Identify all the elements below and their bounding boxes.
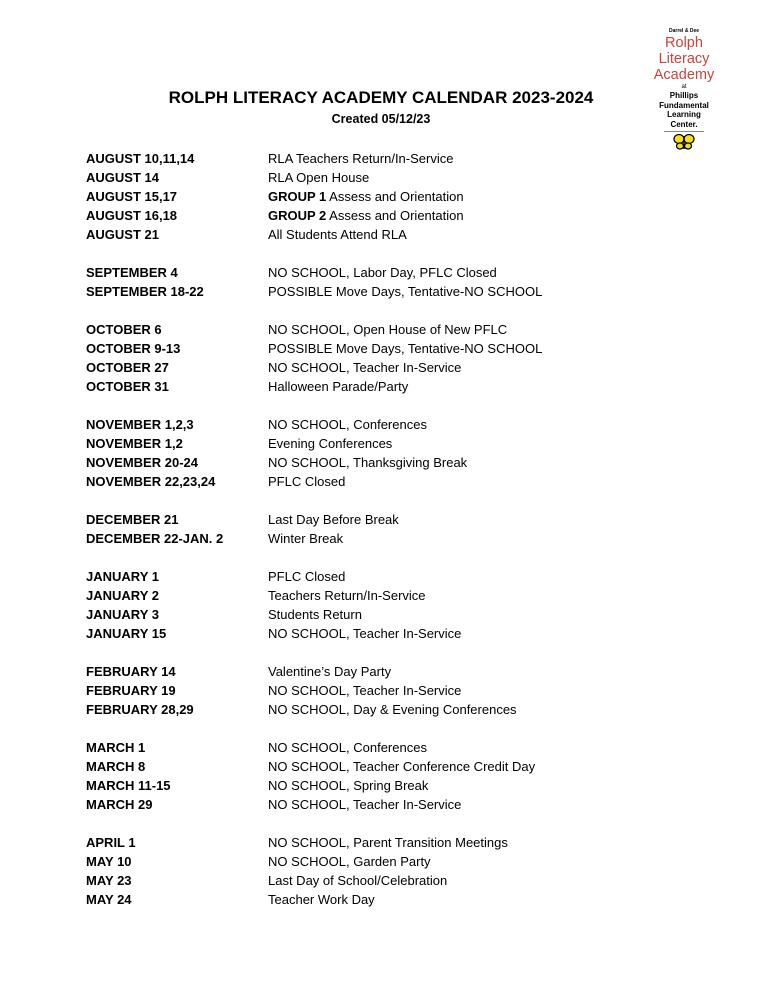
calendar-row	[86, 453, 542, 472]
event-description	[268, 149, 453, 168]
event-description	[268, 453, 467, 472]
event-group: GROUP 1	[268, 189, 327, 204]
event-date: FEBRUARY 19	[86, 683, 176, 698]
event-description	[268, 168, 369, 187]
logo-line: Literacy	[658, 51, 710, 67]
event-date: OCTOBER 31	[86, 379, 169, 394]
event-text: Halloween Parade/Party	[268, 379, 409, 394]
calendar-row	[86, 833, 542, 852]
calendar-row	[86, 567, 542, 586]
group-spacer	[86, 301, 542, 320]
calendar-row	[86, 681, 542, 700]
event-date: NOVEMBER 1,2	[86, 436, 183, 451]
logo-rule	[664, 131, 704, 132]
calendar-row	[86, 206, 542, 225]
event-description	[268, 567, 345, 586]
event-description	[268, 681, 461, 700]
logo-top: Darrel & Dee	[668, 28, 699, 34]
event-description	[268, 377, 408, 396]
event-text: Assess and Orientation	[326, 208, 464, 223]
event-date: OCTOBER 9-13	[86, 341, 181, 356]
event-description	[268, 662, 391, 681]
logo-line: Academy	[653, 67, 715, 83]
event-description	[268, 206, 464, 225]
event-text: POSSIBLE Move Days, Tentative-NO SCHOOL	[268, 284, 543, 299]
calendar-row	[86, 757, 542, 776]
event-date: DECEMBER 22-JAN. 2	[86, 531, 224, 546]
logo-line: Center.	[670, 119, 698, 129]
event-text: All Students Attend RLA	[268, 227, 407, 242]
calendar-row	[86, 795, 542, 814]
event-description	[268, 605, 362, 624]
event-text: Students Return	[268, 607, 362, 622]
event-date: MAY 24	[86, 892, 132, 907]
calendar-list	[86, 149, 542, 909]
calendar-row	[86, 168, 542, 187]
event-text: NO SCHOOL, Teacher In-Service	[268, 683, 462, 698]
event-text: PFLC Closed	[268, 569, 346, 584]
event-text: Valentine’s Day Party	[268, 664, 392, 679]
event-text: NO SCHOOL, Spring Break	[268, 778, 429, 793]
created-date: Created 05/12/23	[331, 112, 431, 126]
event-date: MARCH 11-15	[86, 778, 171, 793]
calendar-row	[86, 472, 542, 491]
event-date: APRIL 1	[86, 835, 136, 850]
event-text: NO SCHOOL, Day & Evening Conferences	[268, 702, 517, 717]
event-description	[268, 890, 375, 909]
event-description	[268, 871, 447, 890]
logo-line: Phillips	[669, 91, 699, 100]
page-title: ROLPH LITERACY ACADEMY CALENDAR 2023-2024	[168, 88, 594, 107]
group-spacer	[86, 719, 542, 738]
event-date: NOVEMBER 1,2,3	[86, 417, 194, 432]
logo-at: at	[681, 84, 687, 90]
event-description	[268, 339, 542, 358]
calendar-row	[86, 605, 542, 624]
calendar-row	[86, 871, 542, 890]
event-date: JANUARY 2	[86, 588, 159, 603]
event-text: NO SCHOOL, Teacher In-Service	[268, 360, 462, 375]
calendar-row	[86, 358, 542, 377]
calendar-row	[86, 225, 542, 244]
calendar-row	[86, 149, 542, 168]
event-text: Last Day Before Break	[268, 512, 399, 527]
logo-line: Fundamental	[659, 100, 709, 110]
event-description	[268, 415, 427, 434]
calendar-row	[86, 890, 542, 909]
event-date: JANUARY 15	[86, 626, 167, 641]
event-date: OCTOBER 6	[86, 322, 162, 337]
event-text: NO SCHOOL, Teacher In-Service	[268, 797, 462, 812]
event-text: Assess and Orientation	[326, 189, 464, 204]
event-description	[268, 320, 507, 339]
event-description	[268, 700, 517, 719]
event-date: AUGUST 10,11,14	[86, 151, 195, 166]
calendar-row	[86, 852, 542, 871]
calendar-row	[86, 415, 542, 434]
event-description	[268, 529, 343, 548]
calendar-row	[86, 700, 542, 719]
event-text: NO SCHOOL, Teacher In-Service	[268, 626, 462, 641]
event-description	[268, 795, 461, 814]
calendar-row	[86, 738, 542, 757]
calendar-row	[86, 377, 542, 396]
event-description	[268, 738, 427, 757]
calendar-row	[86, 510, 542, 529]
event-date: MARCH 1	[86, 740, 146, 755]
event-description	[268, 187, 464, 206]
event-description	[268, 225, 407, 244]
event-date: JANUARY 1	[86, 569, 159, 584]
event-text: RLA Teachers Return/In-Service	[268, 151, 454, 166]
event-date: JANUARY 3	[86, 607, 159, 622]
group-spacer	[86, 491, 542, 510]
event-date: NOVEMBER 20-24	[86, 455, 198, 470]
event-description	[268, 624, 461, 643]
event-text: Teacher Work Day	[268, 892, 375, 907]
event-date: MAY 10	[86, 854, 132, 869]
event-date: MAY 23	[86, 873, 132, 888]
butterfly-icon	[673, 134, 695, 150]
event-description	[268, 833, 508, 852]
group-spacer	[86, 643, 542, 662]
event-text: Teachers Return/In-Service	[268, 588, 426, 603]
group-spacer	[86, 814, 542, 833]
event-text: NO SCHOOL, Parent Transition Meetings	[268, 835, 508, 850]
event-date: MARCH 8	[86, 759, 146, 774]
event-date: FEBRUARY 14	[86, 664, 176, 679]
event-date: AUGUST 14	[86, 170, 159, 185]
calendar-row	[86, 320, 542, 339]
calendar-row	[86, 662, 542, 681]
event-date: OCTOBER 27	[86, 360, 169, 375]
event-group: GROUP 2	[268, 208, 327, 223]
calendar-row	[86, 339, 542, 358]
academy-logo	[632, 28, 736, 155]
logo-line: Learning	[667, 110, 701, 119]
event-description	[268, 586, 426, 605]
calendar-row	[86, 586, 542, 605]
event-description	[268, 282, 542, 301]
calendar-row	[86, 263, 542, 282]
event-text: Last Day of School/Celebration	[268, 873, 448, 888]
event-description	[268, 358, 461, 377]
event-date: MARCH 29	[86, 797, 153, 812]
event-text: NO SCHOOL, Conferences	[268, 740, 427, 755]
calendar-row	[86, 624, 542, 643]
group-spacer	[86, 548, 542, 567]
event-text: NO SCHOOL, Teacher Conference Credit Day	[268, 759, 536, 774]
event-date: AUGUST 16,18	[86, 208, 178, 223]
event-description	[268, 263, 497, 282]
event-text: PFLC Closed	[268, 474, 346, 489]
event-text: NO SCHOOL, Labor Day, PFLC Closed	[268, 265, 497, 280]
event-date: SEPTEMBER 18-22	[86, 284, 204, 299]
event-text: NO SCHOOL, Open House of New PFLC	[268, 322, 508, 337]
event-text: NO SCHOOL, Conferences	[268, 417, 427, 432]
calendar-row	[86, 434, 542, 453]
event-description	[268, 852, 431, 871]
calendar-row	[86, 776, 542, 795]
group-spacer	[86, 244, 542, 263]
event-description	[268, 472, 345, 491]
event-date: NOVEMBER 22,23,24	[86, 474, 216, 489]
logo-line: Rolph	[665, 35, 703, 51]
event-text: NO SCHOOL, Thanksgiving Break	[268, 455, 468, 470]
calendar-row	[86, 282, 542, 301]
group-spacer	[86, 396, 542, 415]
calendar-row	[86, 529, 542, 548]
event-text: POSSIBLE Move Days, Tentative-NO SCHOOL	[268, 341, 543, 356]
event-date: AUGUST 21	[86, 227, 159, 242]
event-text: Evening Conferences	[268, 436, 393, 451]
calendar-row	[86, 187, 542, 206]
event-date: FEBRUARY 28,29	[86, 702, 194, 717]
event-text: Winter Break	[268, 531, 344, 546]
event-description	[268, 434, 392, 453]
event-text: NO SCHOOL, Garden Party	[268, 854, 431, 869]
event-description	[268, 757, 535, 776]
event-date: SEPTEMBER 4	[86, 265, 178, 280]
event-date: AUGUST 15,17	[86, 189, 178, 204]
event-text: RLA Open House	[268, 170, 370, 185]
event-date: DECEMBER 21	[86, 512, 179, 527]
event-description	[268, 510, 399, 529]
event-description	[268, 776, 428, 795]
